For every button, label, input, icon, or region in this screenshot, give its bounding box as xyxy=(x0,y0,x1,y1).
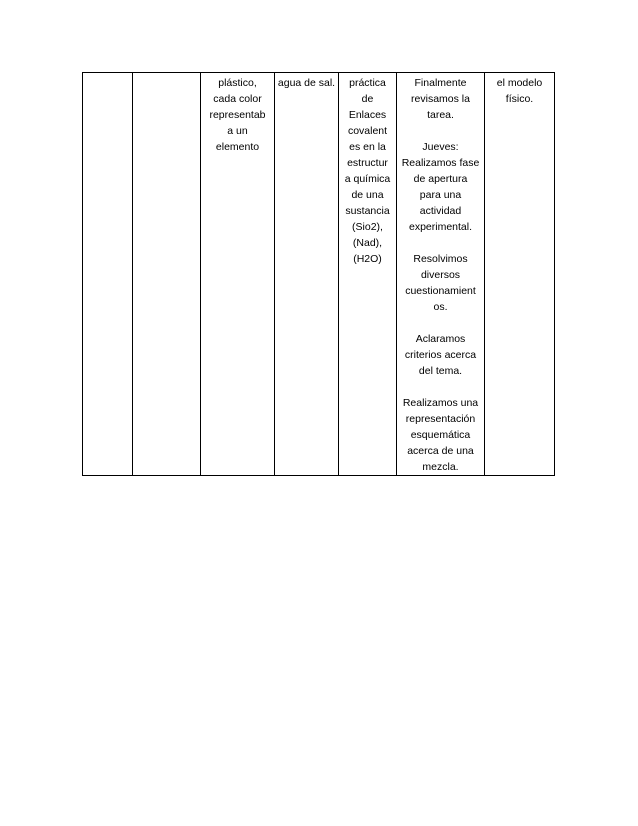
table-row xyxy=(83,73,555,476)
table-cell-col2 xyxy=(133,73,201,476)
cell-text-practice: práctica de Enlaces covalent es en la estructur a química de una sustancia (Sio2), (Nad), (H2O) xyxy=(344,77,391,265)
table-cell-col7 xyxy=(485,73,555,476)
cell-text-material: plástico, cada color representab a un elemento xyxy=(209,77,266,153)
lesson-plan-table xyxy=(82,72,555,476)
table-cell-col6 xyxy=(397,73,485,476)
cell-text-substance: agua de sal. xyxy=(277,77,336,89)
cell-text-model: el modelo físico. xyxy=(496,77,543,105)
cell-text-activities: Finalmente revisamos la tarea. Jueves: Realizamos fase de apertura para una actividad experimental. Resolvimos diversos cuestionamient os. Aclaramos criterios acerca del tema. Realizamos una representación esquemática acerca de una mezcla. xyxy=(401,77,480,473)
table-cell-col5 xyxy=(339,73,397,476)
table-cell-col3 xyxy=(201,73,275,476)
table-cell-col4 xyxy=(275,73,339,476)
table-cell-col1 xyxy=(83,73,133,476)
